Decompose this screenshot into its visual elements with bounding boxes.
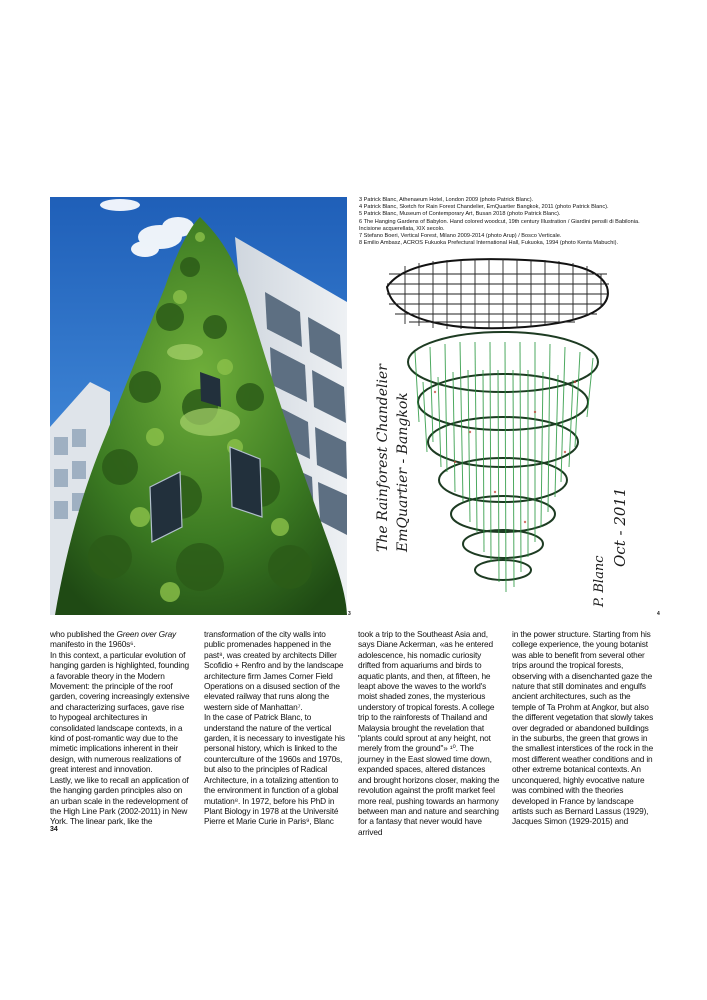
paragraph: In the case of Patrick Blanc, to understand the nature of the vertical garden, it is necessary to investigate his personal history, which is linked to the counterculture of the 1960s and 1970s, but also to the principles of Radical Architecture, in a totalizing attention to the environment in function of a global mutation⁸. In 1972, before his PhD in Plant Biology in 1978 at the Université Pierre et Marie Curie in Paris⁹, Blanc bbox=[204, 712, 345, 827]
paragraph: transformation of the city walls into public promenades happened in the past⁸, was created by architects Diller Scofidio + Renfro and by the landscape architecture firm James Corner Field Operations on a disused section of the elevated railway that runs along the western side of Manhattan⁷. bbox=[204, 629, 344, 712]
caption-line: 5 Patrick Blanc, Museum of Contemporary Art, Busan 2018 (photo Patrick Blanc). bbox=[359, 211, 561, 218]
chandelier-sketch-drawing bbox=[375, 252, 640, 615]
paragraph: in the power structure. Starting from his college experience, the young botanist was able to benefit from several other trips around the tropical forests, observing with a disenchanted gaze the nature that still dominates and engulfs ancient architectures, such as the temple of Ta Prohm at Angkor, but also the different vegetation that slowly takes over degraded or abandoned buildings in the suburbs, the green that grows in the smallest interstices of the rock in the most different weather conditions and in other extreme botanical contexts. An unconquered, highly evocative nature was combined with the theories developed in France by landscape artists such as Bernard Lassus (1929), Jacques Simon (1929-2015) and bbox=[512, 629, 654, 827]
caption-line: 7 Stefano Boeri, Vertical Forest, Milano 2009-2014 (photo Arup) / Bosco Verticale. bbox=[359, 233, 562, 240]
text-column-4 bbox=[512, 629, 654, 827]
paragraph: In this context, a particular evolution of hanging garden is highlighted, founding a favorable theory in the Modern Movement: the principle of the roof garden, covering increasingly extensive and characterizing surfaces, gave rise to hypogeal architectures in consolidated landscape contexts, in a kind of post-romantic way due to the mimetic implications inherent in their design, with numerous realizations of great interest and innovation. bbox=[50, 649, 190, 775]
figure-number-4: 4 bbox=[657, 611, 660, 617]
caption-line: 6 The Hanging Gardens of Babylon. Hand colored woodcut, 19th century Illustration / Giardini pensili di Babilonia. Incisione acquerellata, XIX secolo. bbox=[359, 218, 640, 232]
paragraph: took a trip to the Southeast Asia and, says Diane Ackerman, «as he entered adolescence, his nomadic curiosity drifted from aquariums and birds to aquatic plants, and then, at fifteen, he leapt above the waves to the world's moist shaded zones, the mysterious understory of tropical forests. A college trip to the rainforests of Thailand and Malaysia brought the revelation that "plants could sprout at any height, not merely from the ground"» ¹⁰. The journey in the East slowed time down, expanded spaces, altered distances and brought horizons closer, making the revolution against the profit market feel more real, pushing towards an harmony between man and nature and searching for a fantasy that never would have arrived bbox=[358, 629, 500, 837]
text-column-1 bbox=[50, 629, 192, 827]
vertical-garden-illustration bbox=[50, 197, 347, 615]
caption-line: 8 Emilio Ambasz, ACROS Fukuoka Prefectural International Hall, Fukuoka, 1994 (photo Kenta Mabuchi). bbox=[359, 240, 618, 247]
handwritten-date: Oct - 2011 bbox=[611, 487, 629, 567]
paragraph: Lastly, we like to recall an application of the hanging garden principles also on an urban scale in the redevelopment of the High Line Park (2002-2011) in New York. The linear park, like the bbox=[50, 774, 189, 827]
page-number: 34 bbox=[50, 826, 58, 833]
handwritten-location: EmQuartier - Bangkok bbox=[395, 392, 411, 552]
chandelier-sketch bbox=[375, 252, 640, 615]
handwritten-signature: P. Blanc bbox=[592, 555, 607, 607]
caption-line: 4 Patrick Blanc, Sketch for Rain Forest Chandelier, EmQuartier Bangkok, 2011 (photo Patrick Blanc). bbox=[359, 204, 609, 211]
text-column-2 bbox=[204, 629, 346, 827]
paragraph: who published the Green over Gray manifesto in the 1960s⁶. bbox=[50, 629, 177, 650]
vertical-garden-photo bbox=[50, 197, 347, 615]
handwritten-title: The Rainforest Chandelier bbox=[375, 364, 391, 552]
figure-captions bbox=[359, 197, 659, 247]
caption-line: 3 Patrick Blanc, Athenaeum Hotel, London 2009 (photo Patrick Blanc). bbox=[359, 197, 534, 203]
grid-canopy bbox=[387, 259, 609, 329]
text-column-3 bbox=[358, 629, 500, 837]
figure-number-3: 3 bbox=[348, 611, 351, 617]
